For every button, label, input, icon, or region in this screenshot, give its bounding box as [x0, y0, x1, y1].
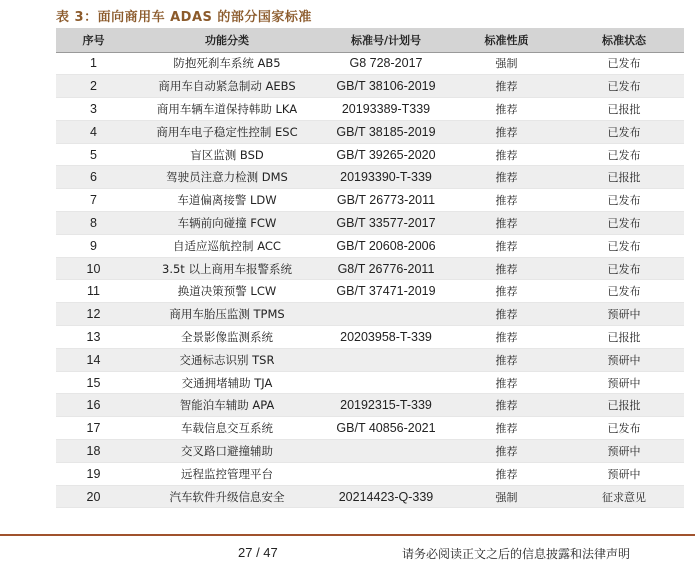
row-standard-nature: 推荐 — [449, 212, 564, 235]
row-index: 7 — [56, 189, 131, 212]
row-index: 12 — [56, 303, 131, 326]
row-index: 16 — [56, 394, 131, 417]
table-caption: 表 3：面向商用车 ADAS 的部分国家标准 — [56, 10, 312, 25]
row-standard-status: 预研中 — [564, 462, 684, 485]
row-standard-status: 已报批 — [564, 98, 684, 121]
footer-rule — [0, 534, 695, 536]
row-standard-status: 已报批 — [564, 326, 684, 349]
header-function: 功能分类 — [131, 28, 323, 52]
row-standard-status: 已报批 — [564, 166, 684, 189]
row-function: 交叉路口避撞辅助 — [131, 440, 323, 463]
row-standard-number: GB/T 40856-2021 — [323, 417, 449, 440]
table-row — [56, 348, 684, 371]
page-number: 27 / 47 — [238, 545, 278, 560]
table-header-row — [56, 28, 684, 52]
row-standard-number: 20193390-T-339 — [323, 166, 449, 189]
row-index: 10 — [56, 257, 131, 280]
row-standard-number: G8 728-2017 — [323, 52, 449, 75]
row-function: 车道偏离接警 LDW — [131, 189, 323, 212]
row-standard-status: 已发布 — [564, 234, 684, 257]
row-index: 13 — [56, 326, 131, 349]
row-index: 3 — [56, 98, 131, 121]
row-function: 盲区监测 BSD — [131, 143, 323, 166]
row-index: 2 — [56, 75, 131, 98]
row-standard-number: GB/T 20608-2006 — [323, 234, 449, 257]
row-function: 商用车辆车道保持韩助 LKA — [131, 98, 323, 121]
row-standard-nature: 强制 — [449, 52, 564, 75]
table-row — [56, 462, 684, 485]
row-standard-nature: 推荐 — [449, 98, 564, 121]
row-index: 15 — [56, 371, 131, 394]
row-index: 14 — [56, 348, 131, 371]
row-standard-status: 已发布 — [564, 143, 684, 166]
row-function: 3.5t 以上商用车报警系统 — [131, 257, 323, 280]
table-body — [56, 52, 684, 508]
row-index: 19 — [56, 462, 131, 485]
row-standard-nature: 推荐 — [449, 257, 564, 280]
row-standard-status: 预研中 — [564, 440, 684, 463]
table-row — [56, 166, 684, 189]
row-index: 4 — [56, 120, 131, 143]
table-row — [56, 485, 684, 508]
row-index: 5 — [56, 143, 131, 166]
row-function: 车辆前向碰撞 FCW — [131, 212, 323, 235]
row-function: 交通标志识别 TSR — [131, 348, 323, 371]
standards-table-container — [56, 28, 684, 508]
row-index: 17 — [56, 417, 131, 440]
header-standard-status: 标准状态 — [564, 28, 684, 52]
row-standard-status: 已发布 — [564, 417, 684, 440]
row-function: 交通拥堵辅助 TJA — [131, 371, 323, 394]
row-function: 全景影像监测系统 — [131, 326, 323, 349]
header-standard-number: 标准号/计划号 — [323, 28, 449, 52]
row-standard-number: 20203958-T-339 — [323, 326, 449, 349]
row-standard-nature: 推荐 — [449, 394, 564, 417]
row-standard-status: 已发布 — [564, 52, 684, 75]
row-standard-number: G8/T 26776-2011 — [323, 257, 449, 280]
row-standard-number: GB/T 37471-2019 — [323, 280, 449, 303]
row-index: 1 — [56, 52, 131, 75]
row-standard-nature: 推荐 — [449, 280, 564, 303]
row-standard-status: 已发布 — [564, 280, 684, 303]
row-standard-status: 已发布 — [564, 189, 684, 212]
row-standard-nature: 推荐 — [449, 462, 564, 485]
row-standard-nature: 推荐 — [449, 143, 564, 166]
row-standard-status: 已发布 — [564, 120, 684, 143]
row-standard-nature: 推荐 — [449, 120, 564, 143]
table-row — [56, 257, 684, 280]
table-row — [56, 143, 684, 166]
row-index: 6 — [56, 166, 131, 189]
row-index: 11 — [56, 280, 131, 303]
row-function: 防抱死刹车系统 AB5 — [131, 52, 323, 75]
row-standard-status: 预研中 — [564, 348, 684, 371]
row-standard-number: GB/T 38106-2019 — [323, 75, 449, 98]
row-standard-nature: 强制 — [449, 485, 564, 508]
row-standard-status: 已发布 — [564, 257, 684, 280]
row-standard-nature: 推荐 — [449, 303, 564, 326]
row-standard-number: GB/T 26773-2011 — [323, 189, 449, 212]
row-standard-number — [323, 440, 449, 463]
row-index: 20 — [56, 485, 131, 508]
row-standard-nature: 推荐 — [449, 326, 564, 349]
row-standard-nature: 推荐 — [449, 440, 564, 463]
row-standard-nature: 推荐 — [449, 166, 564, 189]
row-standard-nature: 推荐 — [449, 234, 564, 257]
row-standard-number: GB/T 33577-2017 — [323, 212, 449, 235]
row-function: 商用车胎压监测 TPMS — [131, 303, 323, 326]
row-standard-nature: 推荐 — [449, 371, 564, 394]
row-standard-number: 20214423-Q-339 — [323, 485, 449, 508]
row-standard-number — [323, 348, 449, 371]
row-standard-status: 已报批 — [564, 394, 684, 417]
header-standard-nature: 标准性质 — [449, 28, 564, 52]
table-row — [56, 120, 684, 143]
row-standard-nature: 推荐 — [449, 189, 564, 212]
row-standard-number: GB/T 39265-2020 — [323, 143, 449, 166]
table-row — [56, 189, 684, 212]
row-standard-status: 预研中 — [564, 371, 684, 394]
row-function: 车载信息交互系统 — [131, 417, 323, 440]
row-standard-number: GB/T 38185-2019 — [323, 120, 449, 143]
row-standard-nature: 推荐 — [449, 348, 564, 371]
row-standard-status: 已发布 — [564, 75, 684, 98]
header-index: 序号 — [56, 28, 131, 52]
row-function: 智能泊车辅助 APA — [131, 394, 323, 417]
row-function: 自适应巡航控制 ACC — [131, 234, 323, 257]
table-row — [56, 75, 684, 98]
row-index: 8 — [56, 212, 131, 235]
table-row — [56, 417, 684, 440]
legal-disclaimer: 请务必阅读正文之后的信息披露和法律声明 — [402, 547, 631, 561]
row-index: 9 — [56, 234, 131, 257]
row-standard-status: 已发布 — [564, 212, 684, 235]
row-standard-status: 征求意见 — [564, 485, 684, 508]
table-row — [56, 440, 684, 463]
table-row — [56, 280, 684, 303]
row-standard-number — [323, 371, 449, 394]
row-standard-number: 20192315-T-339 — [323, 394, 449, 417]
table-row — [56, 52, 684, 75]
table-row — [56, 326, 684, 349]
table-row — [56, 394, 684, 417]
table-row — [56, 303, 684, 326]
standards-table — [56, 28, 684, 508]
row-function: 远程监控管理平台 — [131, 462, 323, 485]
row-index: 18 — [56, 440, 131, 463]
table-row — [56, 212, 684, 235]
row-standard-status: 预研中 — [564, 303, 684, 326]
row-standard-number — [323, 303, 449, 326]
row-standard-nature: 推荐 — [449, 417, 564, 440]
row-function: 汽车软件升级信息安全 — [131, 485, 323, 508]
row-function: 驾驶员注意力检测 DMS — [131, 166, 323, 189]
row-function: 换道决策预警 LCW — [131, 280, 323, 303]
row-standard-number: 20193389-T339 — [323, 98, 449, 121]
row-standard-number — [323, 462, 449, 485]
table-row — [56, 234, 684, 257]
table-row — [56, 371, 684, 394]
row-function: 商用车自动紧急制动 AEBS — [131, 75, 323, 98]
row-standard-nature: 推荐 — [449, 75, 564, 98]
table-row — [56, 98, 684, 121]
row-function: 商用车电子稳定性控制 ESC — [131, 120, 323, 143]
